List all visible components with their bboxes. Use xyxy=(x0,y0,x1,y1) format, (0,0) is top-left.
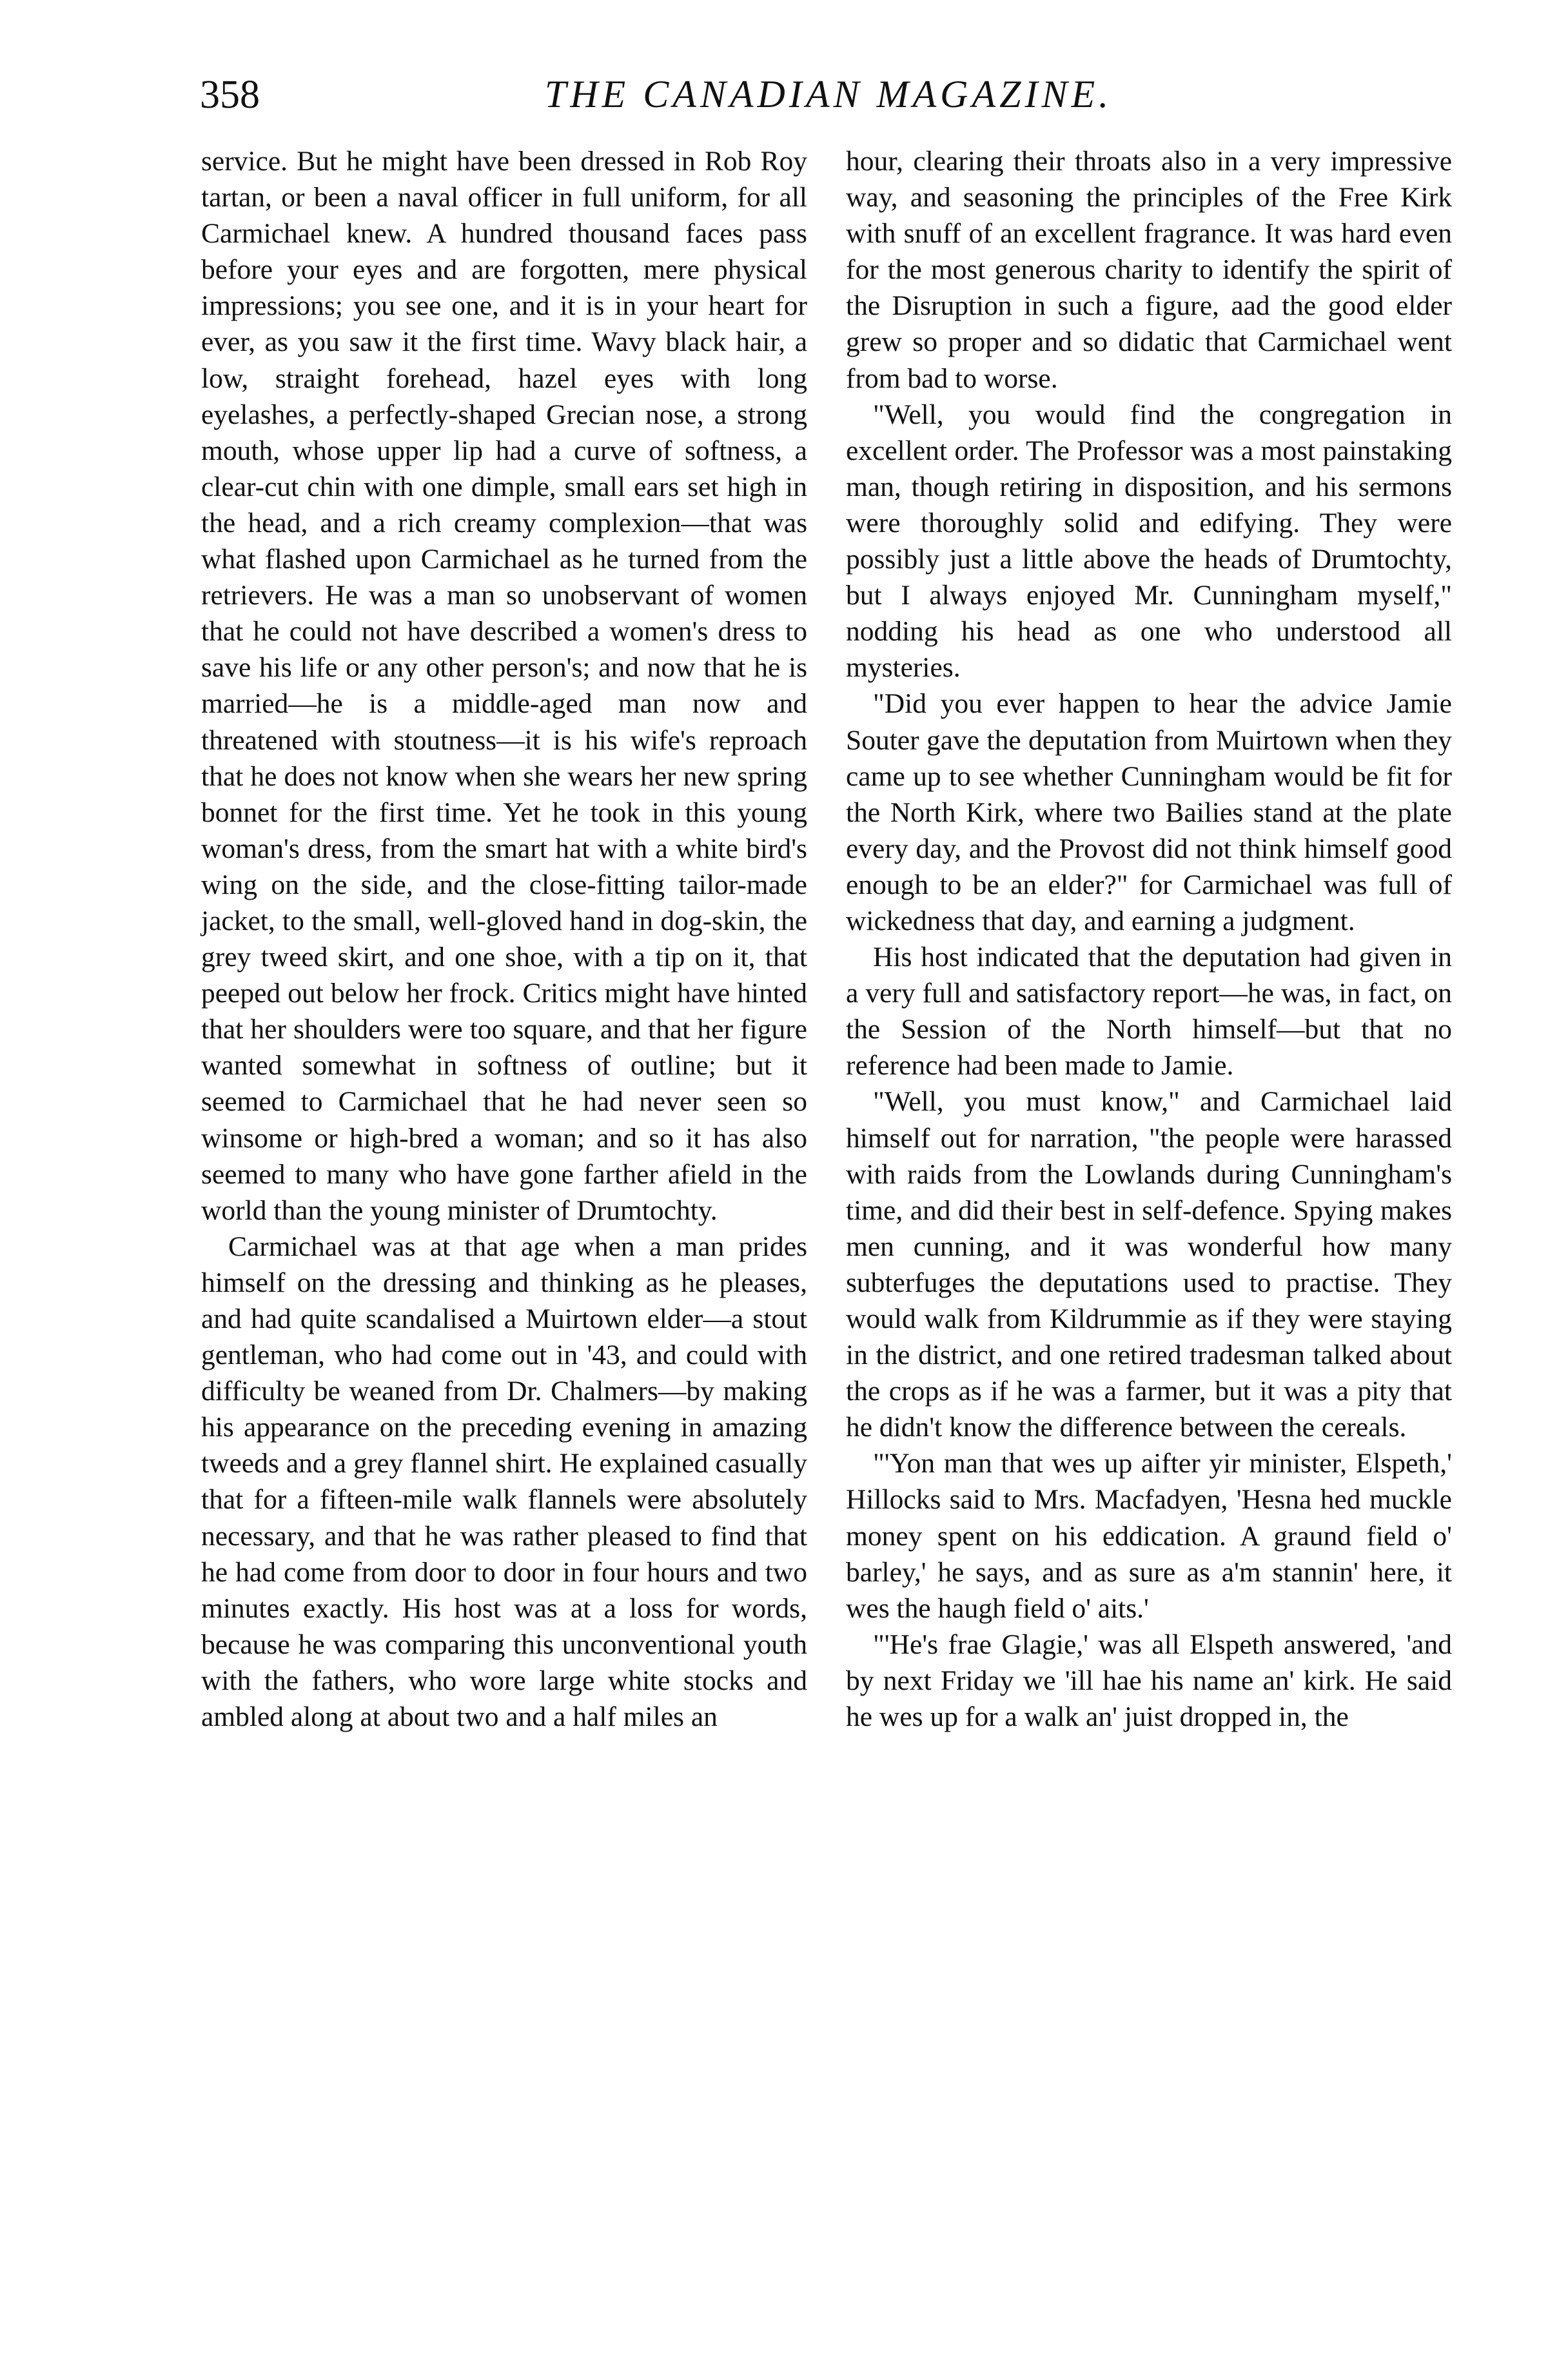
paragraph: "Well, you must know," and Carmichael laid himself out for narration, "the people were harassed with raids from the Lowlands during Cunningham's time, and did their best in self-defence. Spying makes men cunning, and it was wonderful how many subterfuges the deputations used to practise. They would walk from Kildrummie as if they were staying in the district, and one retired tradesman talked about the crops as if he was a farmer, but it was a pity that he didn't know the difference between the cereals. xyxy=(846,1086,1452,1443)
paragraph: "Well, you would find the congregation in excellent order. The Professor was a most painstaking man, though retiring in disposition, and his sermons were thoroughly solid and edifying. They were possibly just a little above the heads of Drumtochty, but I always enjoyed Mr. Cunningham myself," nodding his head as one who understood all mysteries. xyxy=(846,399,1452,684)
right-column xyxy=(846,143,1452,1735)
page-number: 358 xyxy=(200,73,260,117)
paragraph: "'Yon man that wes up aifter yir minister, Elspeth,' Hillocks said to Mrs. Macfadyen, 'Hesna hed muckle money spent on his eddication. A graund field o' barley,' he says, and as sure as a'm stannin' here, it wes the haugh field o' aits.' xyxy=(846,1448,1452,1624)
left-column xyxy=(201,143,807,1735)
paragraph: "'He's frae Glagie,' was all Elspeth answered, 'and by next Friday we 'ill hae his name an' kirk. He said he wes up for a walk an' juist dropped in, the xyxy=(846,1628,1452,1733)
running-title: THE CANADIAN MAGAZINE. xyxy=(544,73,1113,115)
paragraph: service. But he might have been dressed in Rob Roy tartan, or been a naval officer in full uniform, for all Carmichael knew. A hundred thousand faces pass before your eyes and are forgotten, mere physical impressions; you see one, and it is in your heart for ever, as you saw it the first time. Wavy black hair, a low, straight forehead, hazel eyes with long eyelashes, a perfectly-shaped Grecian nose, a strong mouth, whose upper lip had a curve of softness, a clear-cut chin with one dimple, small ears set high in the head, and a rich creamy complexion—that was what flashed upon Carmichael as he turned from the retrievers. He was a man so unobservant of women that he could not have described a women's dress to save his life or any other person's; and now that he is married—he is a middle-aged man now and threatened with stoutness—it is his wife's reproach that he does not know when she wears her new spring bonnet for the first time. Yet he took in this young woman's dress, from the smart hat with a white bird's wing on the side, and the close-fitting tailor-made jacket, to the small, well-gloved hand in dog-skin, the grey tweed skirt, and one shoe, with a tip on it, that peeped out below her frock. Critics might have hinted that her shoulders were too square, and that her figure wanted somewhat in softness of outline; but it seemed to Carmichael that he had never seen so winsome or high-bred a woman; and so it has also seemed to many who have gone farther afield in the world than the young minister of Drumtochty. xyxy=(201,146,807,1226)
paragraph: "Did you ever happen to hear the advice Jamie Souter gave the deputation from Muirtown when they came up to see whether Cunningham would be fit for the North Kirk, where two Bailies stand at the plate every day, and the Provost did not think himself good enough to be an elder?" for Carmichael was full of wickedness that day, and earning a judgment. xyxy=(846,688,1452,936)
paragraph: His host indicated that the deputation had given in a very full and satisfactory report—he was, in fact, on the Session of the North himself—but that no reference had been made to Jamie. xyxy=(846,942,1452,1082)
paragraph: hour, clearing their throats also in a very impressive way, and seasoning the principles of the Free Kirk with snuff of an excellent fragrance. It was hard even for the most generous charity to identify the spirit of the Disruption in such a figure, aad the good elder grew so proper and so didatic that Carmichael went from bad to worse. xyxy=(846,146,1452,394)
paragraph: Carmichael was at that age when a man prides himself on the dressing and thinking as he pleases, and had quite scandalised a Muirtown elder—a stout gentleman, who had come out in '43, and could with difficulty be weaned from Dr. Chalmers—by making his appearance on the preceding evening in amazing tweeds and a grey flannel shirt. He explained casually that for a fifteen-mile walk flannels were absolutely necessary, and that he was rather pleased to find that he had come from door to door in four hours and two minutes exactly. His host was at a loss for words, because he was comparing this unconventional youth with the fathers, who wore large white stocks and ambled along at about two and a half miles an xyxy=(201,1231,807,1733)
page-header xyxy=(200,72,1457,130)
